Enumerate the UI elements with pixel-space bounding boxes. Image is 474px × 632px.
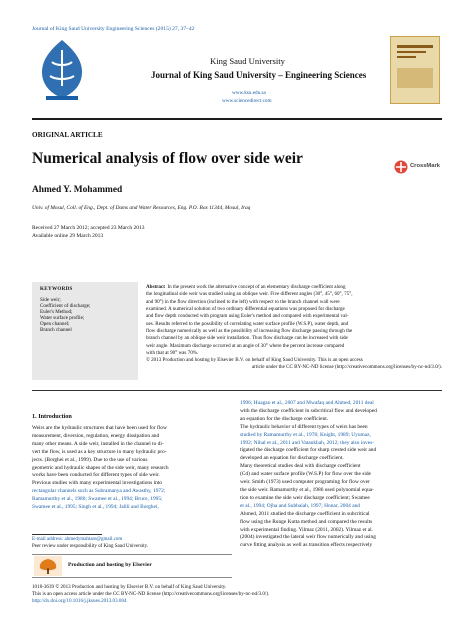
keyword-item: Water surface profile; (40, 315, 85, 322)
body-line: The hydraulic behavior of different types of weirs has been (240, 423, 368, 430)
journal-citation: Journal of King Saud University Engineering Sciences (2015) 27, 37–42 (32, 26, 195, 32)
header-divider (32, 118, 442, 120)
doi-link[interactable]: http://dx.doi.org/10.1016/j.jksues.2013.03.004 (32, 598, 127, 605)
keyword-item: Coefficient of discharge; (40, 303, 91, 310)
body-line: tigated the discharge coefficient for sharp crested side weir and (240, 447, 377, 454)
body-line: with the discharge coefficient in subcritical flow and developed (240, 407, 377, 414)
body-line: Previous studies with many experimental investigations into (32, 480, 162, 487)
keyword-item: Side weir; (40, 297, 61, 303)
elsevier-tree-logo (34, 556, 62, 576)
intro-left-column (32, 425, 232, 512)
body-line: vert the flow, is used as a key structure in many hydraulic pro- (32, 448, 167, 455)
body-line: Ahmed, 2011 studied the discharge coefficient in subcritical (240, 510, 370, 517)
abstract-line: the longitudinal side weir was studied using an oblique weir. Five different angles (30°, 45°, 60°, 75°, (146, 291, 353, 298)
body-line-citation[interactable]: Ramamurthy et al., 1980; Swamee et al., 1994; Bruce, 1995; (32, 496, 163, 503)
abstract-line: examined. A numerical solution of two ordinary differential equations was proposed for discharge (146, 305, 345, 312)
keywords-heading: KEYWORDS (40, 286, 73, 292)
body-line: developed an equation for discharge coefficient. (240, 455, 344, 462)
body-line: Many theoretical studies deal with discharge coefficient (240, 463, 361, 470)
crossmark-label: CrossMark (410, 163, 440, 169)
body-line: curve fitting analysis as well as transition effects respectively (240, 542, 373, 549)
abstract-line: In the present work the alternative concept of an elementary discharge coefficient along (167, 284, 346, 290)
author-affiliation: Univ. of Mosul, Coll. of Eng., Dept. of Dams and Water Resources, Eng. P.O. Box 11344, Mosul, Iraq (32, 205, 251, 211)
body-line-citation[interactable]: et al., 1994; Ojha and Subbaiah, 1997; Honar, 2004 and (240, 502, 361, 509)
keyword-item: Branch channel (40, 327, 72, 334)
body-line-citation[interactable]: studied by Ramamurthy et al., 1978; Knight, 1989; Uyumaz, (240, 431, 371, 438)
ksu-link[interactable]: www.ksu.edu.sa (232, 90, 266, 96)
intro-heading: 1. Introduction (32, 413, 72, 420)
body-line: (2004) investigated the lateral weir flow numerically and using (240, 534, 376, 541)
keywords-list (40, 297, 90, 334)
abstract-line: ues. Results referred to the possibility of correlating water surface profile (W.S.P), water depth, and (146, 320, 349, 327)
body-line: tion to examine the side weir discharge coefficient; Swamee (240, 494, 370, 501)
author-name: Ahmed Y. Mohammed (32, 185, 123, 195)
footer-copyright: 1018-3639 © 2013 Production and hosting by Elsevier B.V. on behalf of King Saud University. (32, 584, 227, 590)
body-line: many other means. A side weir, installed in the channel to di- (32, 440, 164, 447)
ksu-logo (32, 36, 92, 104)
body-line-citation[interactable]: rectangular channels such as Subramanya and Awasthy, 1972; (32, 488, 166, 495)
body-line: jects. (Borghei et al., 1999). Due to the use of various (32, 456, 148, 463)
abstract-line: weir angle. Maximum discharge occurred at an angle of 30° where the percent increase compared (146, 342, 345, 349)
body-line: works have been conducted for different types of side weir. (32, 472, 160, 479)
body-line: geometric and hydraulic shapes of the side weir, many research (32, 464, 169, 471)
peer-review-note: Peer review under responsibility of King Saud University. (32, 544, 149, 549)
abstract (146, 284, 442, 372)
abstract-divider (32, 390, 442, 391)
footnote (32, 536, 148, 550)
abstract-line: and 90°) in the flow direction (inclined to the left) with respect to the branch channel wall were (146, 298, 340, 305)
keyword-item: Euler's Method; (40, 309, 73, 316)
article-type: ORIGINAL ARTICLE (32, 131, 103, 139)
body-line: an equation for the discharge coefficient. (240, 415, 329, 422)
footer-license: This is an open access article under the CC BY-NC-ND license (http://creativecommons.org/licenses/by-nc-nd/3.0/). (32, 591, 270, 598)
article-title: Numerical analysis of flow over side weir (32, 150, 303, 167)
abstract-line: flow discharge numerically as well as the possibility of increasing flow discharge passing through the (146, 327, 353, 334)
body-line: with experimental finding. Yilmaz (2011, 2002). Yilmaz et al. (240, 526, 373, 533)
body-line: flow using the Runge Kutta method and compared the results (240, 518, 373, 525)
journal-cover-image (390, 36, 440, 104)
crossmark-icon (394, 160, 408, 174)
page-footer (32, 584, 269, 605)
university-name: King Saud University (210, 56, 285, 66)
intro-right-column (240, 400, 442, 550)
author-email[interactable]: E-mail address: ahmedymahtare@gmail.com (32, 537, 123, 542)
online-date: Available online 29 March 2013 (32, 232, 104, 239)
crossmark-badge[interactable] (394, 159, 450, 175)
abstract-license: article under the CC BY-NC-ND license (http://creativecommons.org/licenses/by-nc-nd/3.0/). (251, 364, 442, 371)
elsevier-banner-text: Production and hosting by Elsevier (68, 562, 152, 568)
body-line: measurement, diversion, regulation, energy dissipation and (32, 432, 160, 439)
body-line-citation[interactable]: 1992; Nihal et al., 2011 and Vatankhah, 2012; they also inves- (240, 439, 374, 446)
abstract-line: and flow depth conducted with program using Euler's method and compared with experimental val- (146, 313, 349, 320)
journal-name: Journal of King Saud University – Engineering Sciences (151, 70, 367, 80)
body-line: the side weir. Ramamurthy et al., 1986 used polynomial equa- (240, 486, 374, 493)
abstract-label: Abstract (146, 284, 165, 290)
article-dates (32, 225, 145, 240)
abstract-copyright: © 2013 Production and hosting by Elsevier B.V. on behalf of King Saud University. This is an open access (146, 357, 363, 364)
body-line: (Cd) and water surface profile (W.S.P) for flow over the side (240, 471, 371, 478)
sciencedirect-link[interactable]: www.sciencedirect.com (222, 98, 272, 104)
abstract-line: branch channel by an oblique side weir installation. Thus flow discharge can be increased with side (146, 335, 348, 342)
keyword-item: Open channel; (40, 321, 70, 328)
body-line-citation[interactable]: 1996; Huagao et al., 2007 and Mwafaq and Ahmed, 2011 deal (240, 400, 374, 406)
abstract-line: with that at 90° was 70%. (146, 349, 199, 356)
body-line: weir. Smith (1973) used computer programing for flow over (240, 479, 370, 486)
body-line-citation[interactable]: Swamee et al., 1995; Singh et al., 1994; Jalili and Borghei, (32, 504, 159, 511)
received-date: Received 27 March 2012; accepted 23 March 2013 (32, 225, 145, 231)
body-line: Weirs are the hydraulic structures that have been used for flow (32, 425, 167, 431)
footnote-rule (32, 534, 102, 535)
